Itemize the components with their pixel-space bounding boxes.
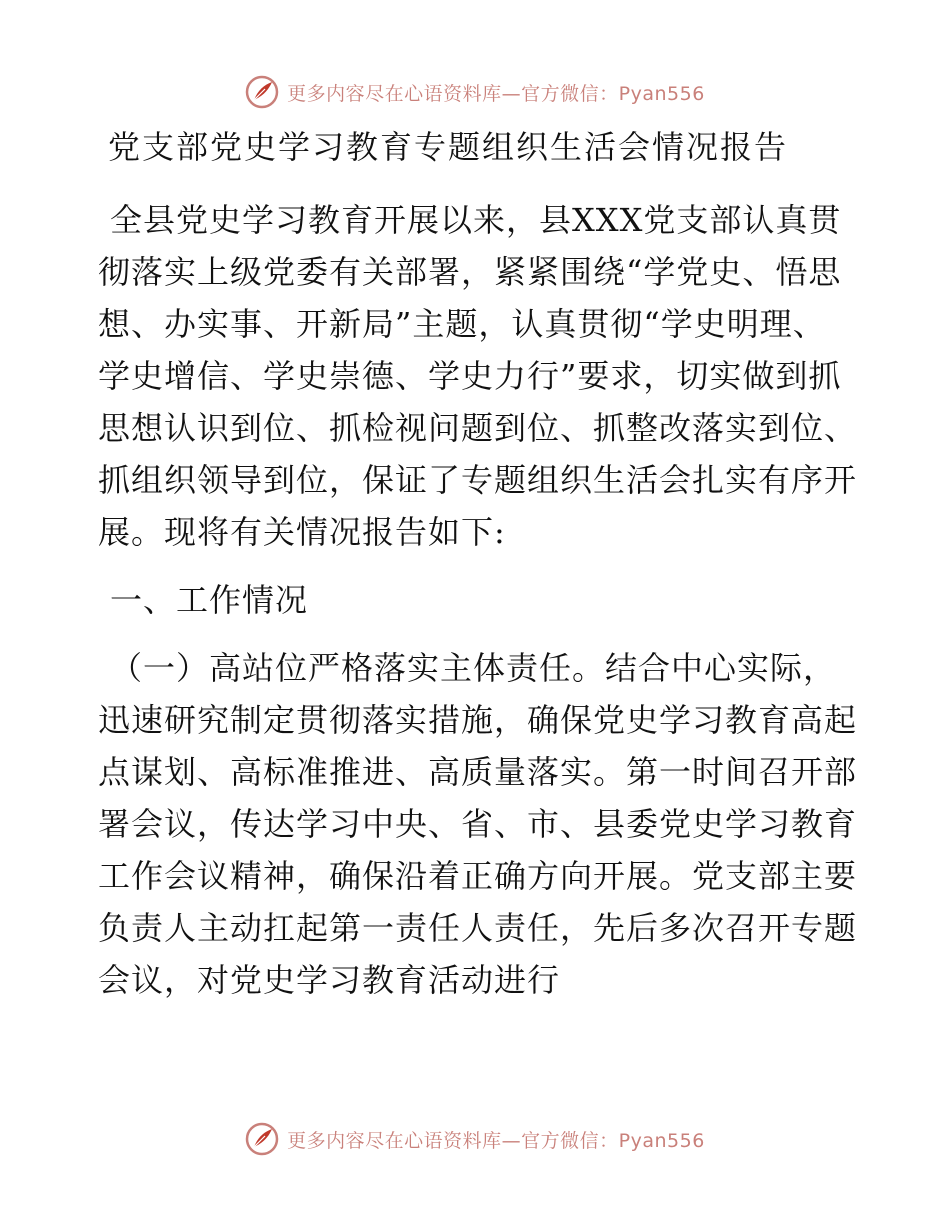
document-title: 党支部党史学习教育专题组织生活会情况报告: [108, 128, 789, 166]
watermark-footer: [0, 1117, 950, 1161]
feather-logo-icon: [245, 1122, 279, 1156]
watermark-header: [0, 70, 950, 114]
paragraph-1: （一）高站位严格落实主体责任。结合中心实际，迅速研究制定贯彻落实措施，确保党史学习教育高起点谋划、高标准推进、高质量落实。第一时间召开部署会议，传达学习中央、省、市、县委党史学习教育工作会议精神，确保沿着正确方向开展。党支部主要负责人主动扛起第一责任人责任，先后多次召开专题会议，对党史学习教育活动进行: [98, 649, 858, 999]
watermark-text: 更多内容尽在心语资料库—官方微信：Pyan556: [287, 1129, 705, 1152]
section-heading: 一、工作情况: [110, 581, 309, 619]
watermark-text: 更多内容尽在心语资料库—官方微信：Pyan556: [287, 82, 705, 105]
intro-paragraph: 全县党史学习教育开展以来，县XXX党支部认真贯彻落实上级党委有关部署，紧紧围绕“学党史、悟思想、办实事、开新局”主题，认真贯彻“学史明理、学史增信、学史崇德、学史力行”要求，切实做到抓思想认识到位、抓检视问题到位、抓整改落实到位、抓组织领导到位，保证了专题组织生活会扎实有序开展。现将有关情况报告如下:: [98, 201, 858, 551]
feather-logo-icon: [245, 75, 279, 109]
document-body: [98, 194, 858, 1006]
